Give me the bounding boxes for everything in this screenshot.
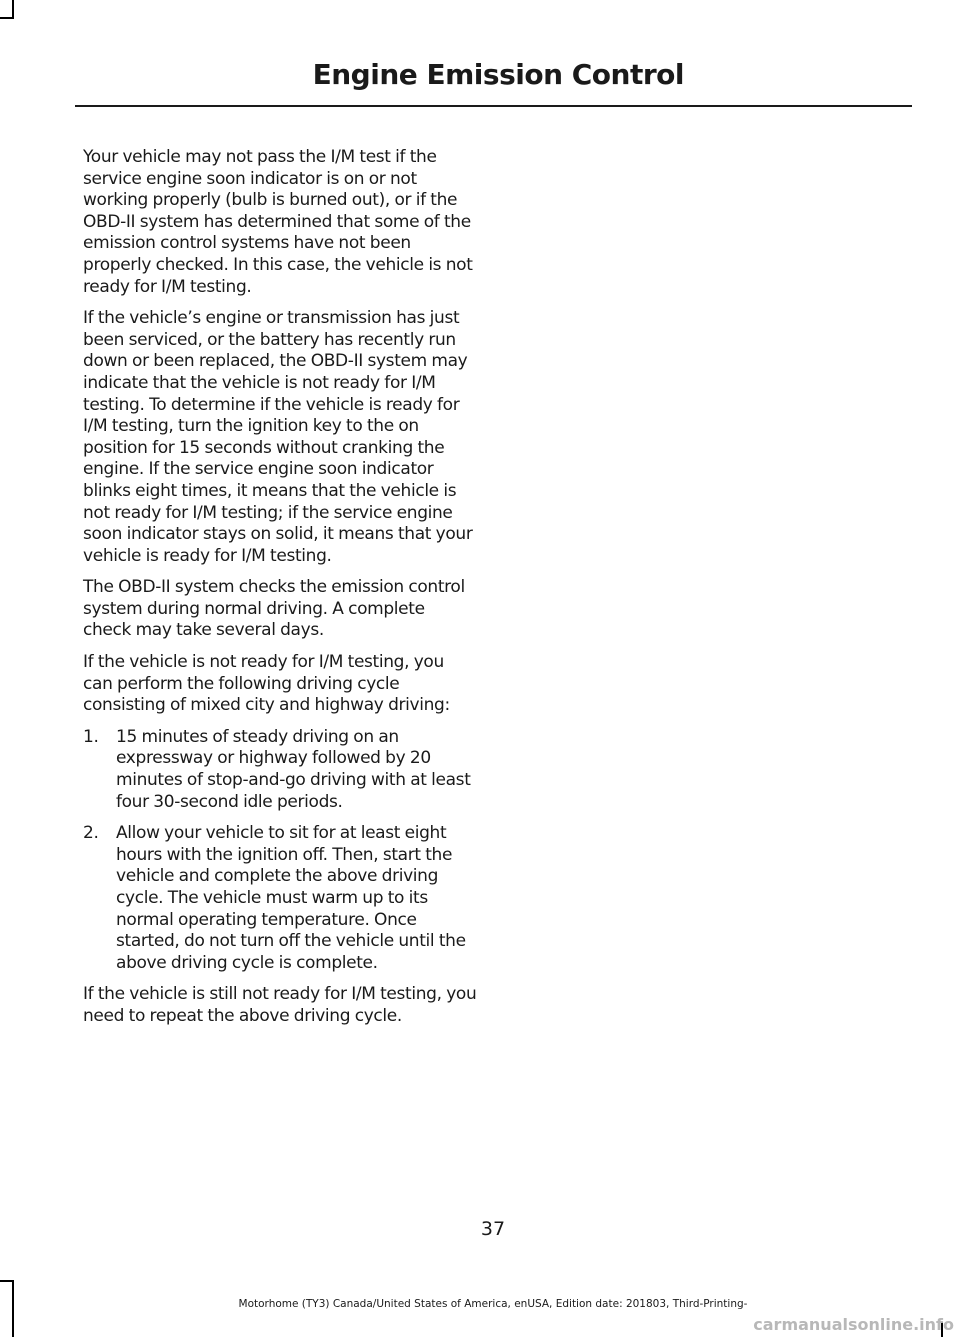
- step-text: Allow your vehicle to sit for at least eight hours with the ignition off. Then, start the vehicle and complete the above driving cycle. The vehicle must warm up to its normal operating temperature. Once started, do not turn off the vehicle until the above driving cycle is complete.: [116, 823, 466, 973]
- crop-mark-top-left-vertical: [12, 0, 14, 18]
- crop-mark-bottom-left-horizontal: [0, 1280, 14, 1282]
- page-title: Engine Emission Control: [312, 58, 684, 91]
- paragraph-readiness-check: If the vehicle’s engine or transmission has just been serviced, or the battery has recently run down or been replaced, the OBD-II system may indicate that the vehicle is not ready for I/M testing. To determine if the vehicle is ready for I/M testing, turn the ignition key to the on position for 15 seconds without cranking the engine. If the service engine soon indicator blinks eight times, it means that the vehicle is not ready for I/M testing; if the service engine soon indicator stays on solid, it means that your vehicle is ready for I/M testing.: [83, 308, 473, 566]
- paragraph-readiness-failure: Your vehicle may not pass the I/M test if the service engine soon indicator is on or not working properly (bulb is burned out), or if the OBD-II system has determined that some of the emission control systems have not been properly checked. In this case, the vehicle is not ready for I/M testing.: [83, 147, 473, 297]
- page-number: 37: [480, 1218, 506, 1240]
- step-text: 15 minutes of steady driving on an expressway or highway followed by 20 minutes of stop-and-go driving with at least four 30-second idle periods.: [116, 726, 471, 812]
- list-item: [83, 727, 477, 813]
- body-content: [83, 147, 477, 1038]
- header-divider: [75, 105, 912, 107]
- paragraph-repeat-cycle: If the vehicle is still not ready for I/M testing, you need to repeat the above driving cycle.: [83, 984, 477, 1026]
- step-number: 1.: [83, 726, 99, 747]
- footer-edition-info: Motorhome (TY3) Canada/United States of America, enUSA, Edition date: 201803, Third-Printing-: [238, 1298, 748, 1310]
- list-item: [83, 823, 477, 974]
- step-number: 2.: [83, 823, 99, 844]
- paragraph-obd-checks: The OBD-II system checks the emission control system during normal driving. A complete check may take several days.: [83, 577, 465, 641]
- driving-cycle-steps: [83, 727, 477, 975]
- paragraph-driving-cycle-intro: If the vehicle is not ready for I/M testing, you can perform the following driving cycle consisting of mixed city and highway driving:: [83, 652, 450, 716]
- crop-mark-top-left-horizontal: [0, 17, 14, 19]
- watermark: carmanualsonline.info: [753, 1315, 954, 1334]
